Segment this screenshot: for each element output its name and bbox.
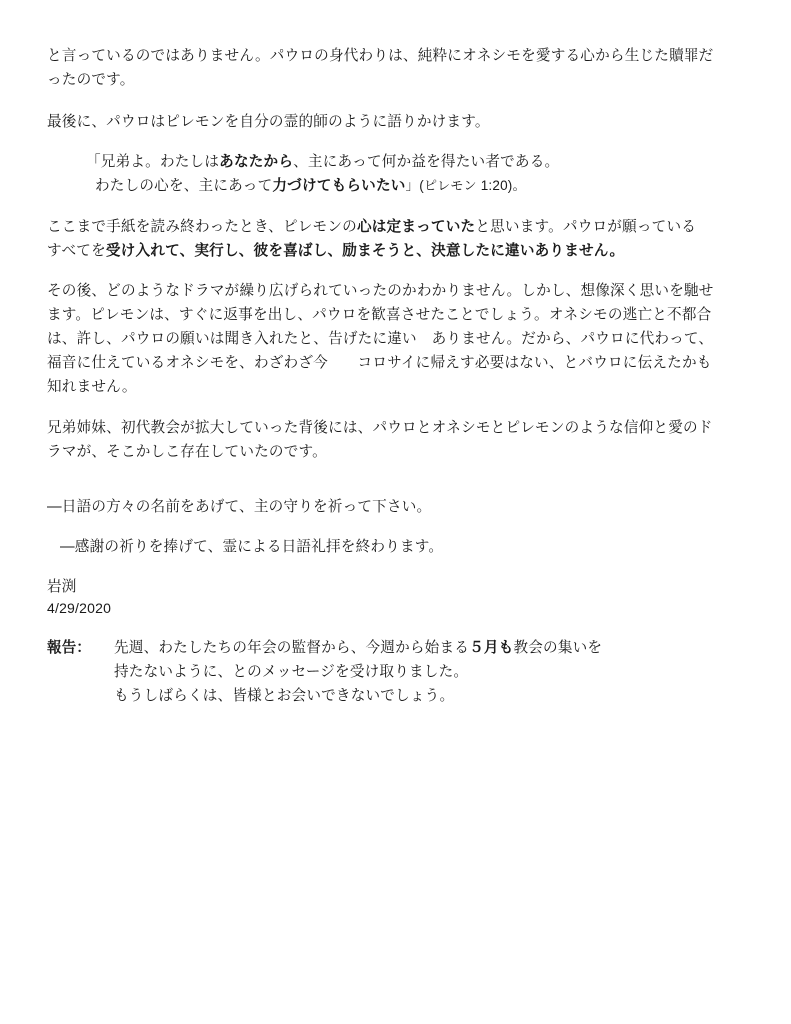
paragraph4-line2: ます。ピレモンは、すぐに返事を出し、パウロを歓喜させたことでしょう。オネシモの逃亡と不都合 (47, 306, 712, 323)
prayer-instruction-2: ―感謝の祈りを捧げて、霊による日語礼拝を終わります。 (60, 538, 444, 555)
quote-emphasis: あなたから (219, 153, 294, 170)
paragraph1-line2: ったのです。 (47, 71, 135, 88)
report-text: 先週、わたしたちの年会の監督から、今週から始まる (114, 639, 470, 656)
paragraph3-line1 (47, 217, 696, 237)
quote-line2 (95, 176, 526, 197)
report-line3: もうしばらくは、皆様とお会いできないでしょう。 (114, 687, 455, 704)
report-label: 報告： (47, 639, 91, 656)
paragraph4-line5: 知れません。 (47, 378, 137, 395)
paragraph2-line1: 最後に、パウロはピレモンを自分の霊的師のように語りかけます。 (47, 113, 490, 130)
report-text: 教会の集いを (513, 639, 603, 656)
signature-name: 岩渕 (47, 578, 77, 595)
paragraph4-line3: は、許し、パウロの願いは聞き入れたと、告げたに違い ありません。だから、パウロに代わって、 (47, 330, 714, 347)
paragraph-emphasis: 心は定まっていた (356, 218, 476, 235)
paragraph3-line2 (47, 241, 624, 261)
paragraph-text: すべてを (47, 242, 106, 259)
paragraph-text: ここまで手紙を読み終わったとき、ピレモンの (47, 218, 357, 235)
report-line2: 持たないように、とのメッセージを受け取りました。 (114, 663, 469, 680)
quote-reference-book: ピレモン (423, 179, 477, 194)
report-line1 (114, 636, 602, 657)
paragraph1-line1: と言っているのではありません。パウロの身代わりは、純粋にオネシモを愛する心から生じた贖罪だ (47, 47, 714, 64)
paragraph5-line2: ラマが、そこかしこ存在していたのです。 (47, 443, 327, 460)
quote-reference-verse: 1:20)。 (476, 178, 527, 193)
report-emphasis: ５月も (469, 639, 514, 656)
quote-line1 (86, 152, 559, 172)
paragraph-emphasis: 受け入れて、実行し、彼を喜ばし、励まそうと、決意したに違いありません。 (105, 242, 625, 259)
quote-text: わたしの心を、主にあって (95, 177, 273, 194)
quote-text: 「兄弟よ。わたしは (86, 153, 220, 170)
paragraph-text: と思います。パウロが願っている (475, 218, 697, 235)
signature-date: 4/29/2020 (47, 600, 112, 616)
paragraph4-line4: 福音に仕えているオネシモを、わざわざ今 コロサイに帰えす必要はない、とバウロに伝えたかも (47, 354, 712, 371)
paragraph5-line1: 兄弟姉妹、初代教会が拡大していった背後には、パウロとオネシモとピレモンのような信仰と愛のド (47, 419, 713, 436)
paragraph4-line1: その後、どのようなドラマが繰り広げられていったのかわかりません。しかし、想像深く思いを馳せ (47, 282, 714, 299)
quote-text: 、主にあって何か益を得たい者である。 (293, 153, 560, 170)
quote-reference-open: 」( (405, 178, 424, 193)
prayer-instruction-1: ―日語の方々の名前をあげて、主の守りを祈って下さい。 (47, 498, 432, 515)
quote-emphasis: 力づけてもらいたい (272, 177, 406, 194)
